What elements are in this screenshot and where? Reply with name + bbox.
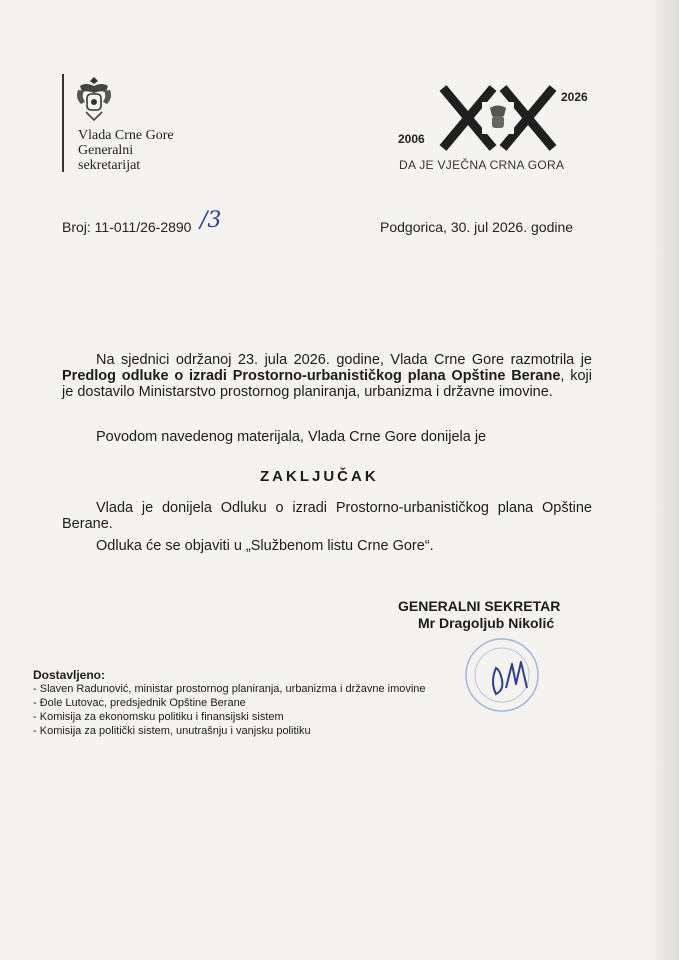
signatory-title: GENERALNI SEKRETAR	[398, 598, 561, 614]
distribution-item: - Slaven Radunović, ministar prostornog planiranja, urbanizma i državne imovine	[33, 682, 426, 696]
coat-of-arms-icon	[72, 74, 116, 124]
reference-number: Broj: 11-011/26-2890	[62, 219, 192, 235]
body-paragraph-3	[62, 500, 592, 532]
government-name	[78, 128, 238, 173]
body-paragraph-2: Povodom navedenog materijala, Vlada Crne Gore donijela je	[96, 429, 487, 445]
anniversary-motto: DA JE VJEČNA CRNA GORA	[399, 158, 565, 172]
distribution-label: Dostavljeno:	[33, 668, 106, 682]
para1-end: , koji je dostavilo Ministarstvo prostornog planiranja, urbanizma i državne imovine.	[62, 368, 592, 400]
conclusion-heading: ZAKLJUČAK	[260, 468, 379, 485]
para1-bold-title: Predlog odluke o izradi Prostorno-urbanističkog plana Opštine Berane	[62, 368, 561, 384]
place-and-date: Podgorica, 30. jul 2026. godine	[380, 219, 574, 235]
anniversary-year-end: 2026	[561, 90, 588, 104]
distribution-list	[33, 682, 426, 738]
letterhead-divider	[62, 74, 64, 172]
scan-edge-shadow	[649, 0, 679, 960]
government-name-line-3: sekretarijat	[78, 158, 141, 173]
distribution-item: - Komisija za politički sistem, unutrašnju i vanjsku politiku	[33, 724, 426, 738]
government-name-line-1: Vlada Crne Gore	[78, 128, 174, 143]
distribution-item: - Đole Lutovac, predsjednik Opštine Berane	[33, 696, 426, 710]
government-name-line-2: Generalni	[78, 143, 134, 158]
anniversary-year-start: 2006	[398, 132, 425, 146]
anniversary-logo	[398, 80, 598, 180]
official-stamp-with-signature	[462, 630, 552, 720]
body-paragraph-1	[62, 352, 592, 400]
body-paragraph-4: Odluka će se objaviti u „Službenom listu Crne Gore“.	[96, 538, 434, 554]
para3-text: Vlada je donijela Odluku o izradi Prostorno-urbanističkog plana Opštine Berane.	[62, 500, 592, 532]
distribution-item: - Komisija za ekonomsku politiku i finansijski sistem	[33, 710, 426, 724]
reference-handwritten-suffix: /3	[200, 208, 222, 233]
signatory-name: Mr Dragoljub Nikolić	[418, 615, 555, 631]
para1-start: Na sjednici održanoj 23. jula 2026. godine, Vlada Crne Gore razmotrila je	[96, 352, 592, 368]
